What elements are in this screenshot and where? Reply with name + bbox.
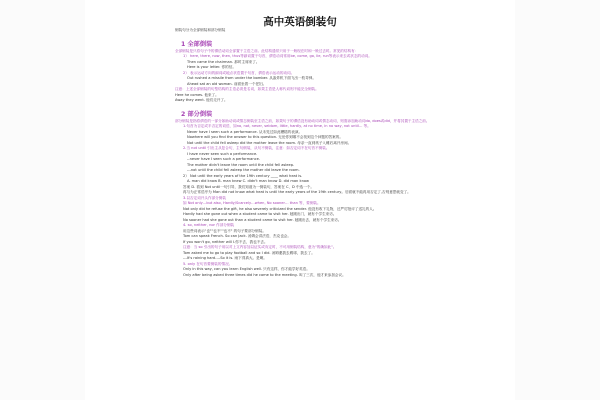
text-line: 注意：上述全部倒装的句型结构的主语必须是名词，如果主语是人称代词则不能完全倒装。: [175, 87, 319, 91]
text-line: Hardly had she gone out when a student came to visit her. 她刚出门，就有个学生来访。: [183, 212, 337, 216]
text-line: --never have I seen such a performance.: [187, 157, 260, 161]
text-line: Only in this way, can you learn English well. 只有这样，你才能学好英语。: [183, 267, 310, 271]
text-line: ---not until the child fell asleep the mother did leave the room.: [187, 168, 300, 172]
text-line: Out rushed a missile from under the bomber. 从轰炸机下面飞出一枚导弹。: [187, 76, 316, 80]
text-line: 用这些词表示"也""也不""也不" 的句子要部分倒装。: [183, 228, 266, 233]
text-line: A. man did know B. man knew C. didn't man know D. did man know: [187, 179, 309, 183]
text-line: 2） 表示运动方向的副词或地点状语置于句首，谓语表示运动的动词。: [183, 70, 295, 75]
text-line: 1.句首为否定或半否定的词语，如no, not, never, seldom, little, hardly, at no time, in no way, not until… 等。: [183, 124, 371, 128]
text-line: Never have I seen such a performance. 从未见过如此糟糕的表演。: [187, 129, 303, 134]
section-heading: 2 部分倒装: [181, 110, 213, 118]
text-line: Away they went. 他们走开了。: [175, 98, 228, 102]
text-line: Then came the chairman. 那时主席来了。: [187, 59, 260, 64]
text-line: No sooner had she gone out than a student came to visit her. 她刚出去，就有个学生来访。: [183, 217, 342, 222]
text-line: Tom asked me to go to play football and so I did. 汤姆邀我去踢球，我去了。: [183, 250, 315, 255]
text-line: 如 Not only…but also, Hardly/Scarcely…when, No sooner… than 等，要倒装。: [183, 201, 321, 205]
text-line: ---It's raining hard.---So it is. 雨下得真大。是啊。: [183, 256, 267, 260]
text-line: If you won't go, neither will I.你不去，我也不去。: [183, 239, 268, 244]
document-title: 高中英语倒装句: [263, 16, 337, 28]
text-line: Not only did he refuse the gift, he also severely criticized the sender. 他没有收下礼物，还严厉批评了送礼的人。: [183, 206, 377, 211]
text-line: Tom can speak French. So can Jack. 汤姆会讲法语，杰克也会。: [183, 234, 291, 238]
document-body: [175, 28, 505, 278]
text-line: Here he comes. 他来了。: [175, 92, 219, 97]
text-line: Nowhere will you find the answer to this question. 无论你到哪不会找到这个问题的答案的。: [187, 135, 343, 139]
text-line: 5. only 在句首要倒装的情况。: [183, 261, 233, 266]
text-line: Not until the child fell asleep did the mother leave the room. 母亲一直到孩子入睡后离开房间。: [187, 140, 352, 145]
text-line: 1） here, there, now, then, thus等副词置于句首，谓语动词常用be, come, go, lie, run等表示来去或状态的动词。: [183, 54, 372, 58]
text-line: 4. so, neither, nor 作部分倒装: [183, 223, 235, 227]
text-line: 再与为正常语序为 Man did not know what heat is until the early years of the 19th century。后面就不能再用否定了,否则意思就变了。: [183, 190, 411, 194]
text-line: I have never seen such a performance.: [187, 151, 258, 156]
text-line: 2.当 not until 引出主从复合句，主句倒装，从句不倒装，注意：如否定词不在句首不倒装。: [183, 146, 330, 150]
text-line: Here is your letter. 你的信。: [187, 65, 236, 69]
section-heading: 1 全部倒装: [181, 40, 213, 48]
text-line: 答案 D. 看到 Not until一句引导，我们知道为一倒装句，答案在 C、D 中选一个。: [183, 184, 314, 189]
text-line: 注意：当 so 引出的句子用以对上文内容加以证实或肯定时，不可用倒装结构，意为"的确如此"。: [183, 245, 337, 249]
text-line: The mother didn't leave the room until the child fell asleep.: [187, 162, 295, 167]
text-line: Ahead sat an old woman. 前面坐着一个老妇。: [187, 81, 267, 86]
text-line: Only after being asked three times did he come to the meeting. 叫了三次，他才来参加会议。: [183, 272, 346, 277]
text-line: 2） Not until the early years of the 19th century ____ what heat is.: [183, 173, 303, 178]
document-page: [85, 0, 515, 400]
text-line: 3.以否定词开头作部分倒装: [183, 195, 226, 200]
text-line: 全部倒装是只将句子中的谓语动词全部置于主语之前。此结构通常只用于一般现在时和一般过去时。常见的结构有：: [175, 48, 359, 53]
text-line: 部分倒装是指将谓语的一部分如助动词或情态倒装至主语之前，如果句子的谓语没有助动词或情态动词，则需添加助动词do, does或did，并将其置于主语之前。: [175, 118, 430, 123]
text-line: 倒装句分为全部倒装和部分倒装: [175, 28, 226, 32]
